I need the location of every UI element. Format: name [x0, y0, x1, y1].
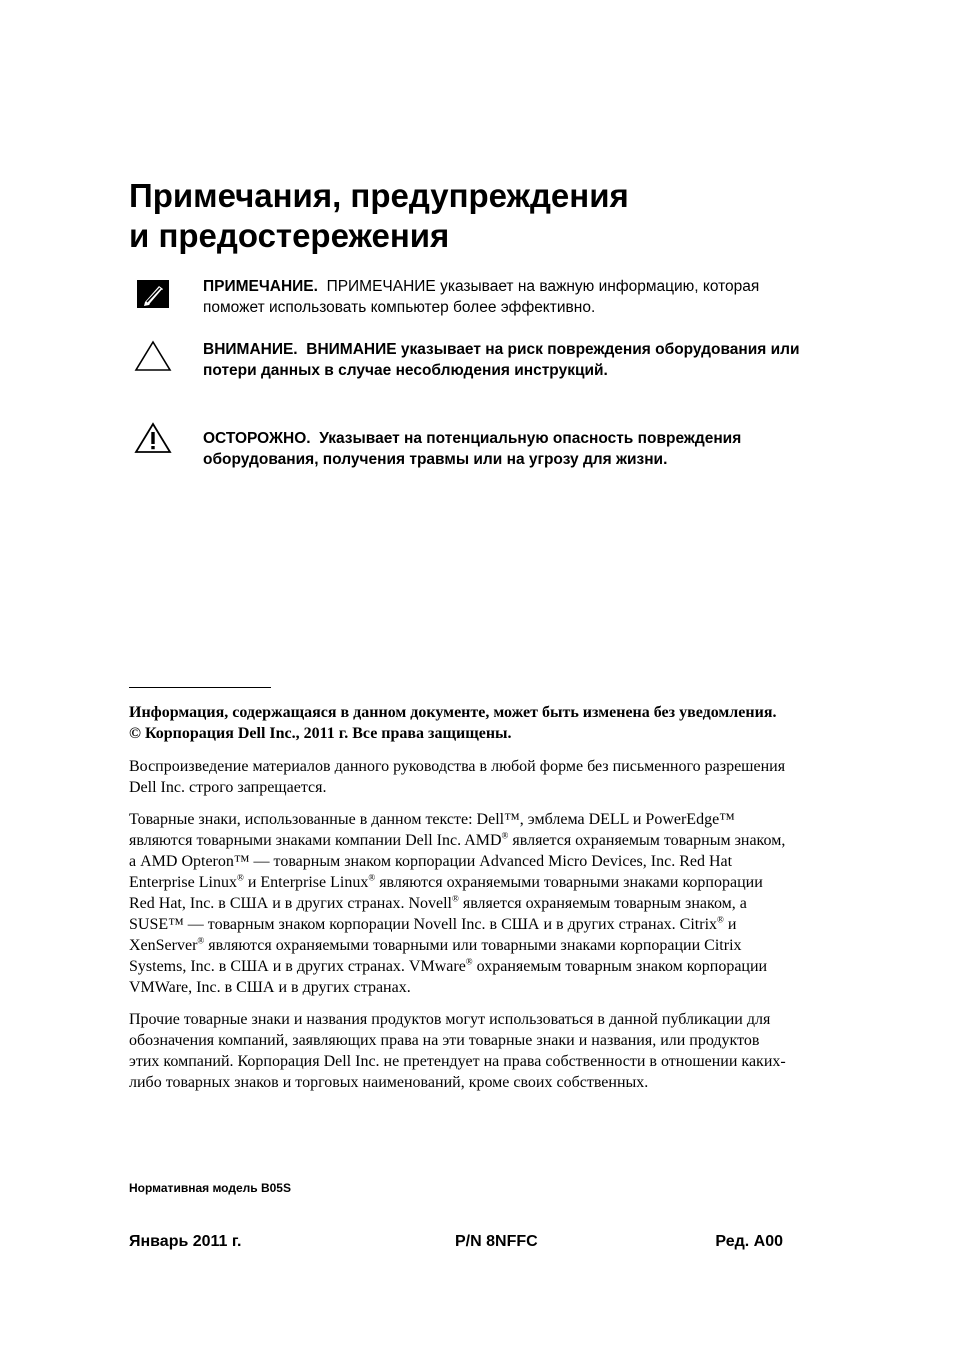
warning-body: Указывает на потенциальную опасность повреждения оборудования, получения травмы или на угрозу для жизни. [203, 430, 742, 468]
trademarks-part-3: и Enterprise Linux [243, 874, 369, 891]
trademarks-part-5: является охраняемым товарным знаком, а SUSE™ — товарным знаком корпорации Novell Inc. в США и в других странах. Citrix [129, 895, 747, 933]
registered-mark: ® [368, 872, 376, 883]
note-notice [129, 276, 829, 320]
footer-date: Январь 2011 г. [129, 1233, 242, 1250]
page-title-line-1: Примечания, предупреждения [129, 177, 629, 214]
page-footer [129, 1233, 783, 1255]
registered-mark: ® [717, 914, 724, 925]
trademarks-part-4: являются охраняемыми товарными знаками корпорации Red Hat, Inc. в США и в других странах. Novell [129, 874, 763, 912]
separator-line [129, 687, 271, 688]
note-label: ПРИМЕЧАНИЕ. [203, 278, 318, 295]
regulatory-model: Нормативная модель B05S [129, 1181, 291, 1195]
warning-text [203, 428, 803, 470]
footer-part-number: P/N 8NFFC [455, 1233, 538, 1250]
trademarks-part-8: охраняемым товарным знаком корпорации VMWare, Inc. в США и в других странах. [129, 958, 768, 996]
note-text [203, 276, 803, 318]
trademarks-part-7: являются охраняемыми товарными или товарными знаками корпорации Citrix Systems, Inc. в США и в других странах. VMware [129, 937, 742, 975]
legal-notice [129, 702, 789, 1104]
copyright-text: © Корпорация Dell Inc., 2011 г. Все права защищены. [129, 725, 512, 742]
caution-notice [129, 339, 829, 405]
trademarks-part-2: является охраняемым товарным знаком, а AMD Opteron™ — товарным знаком корпорации Advanced Micro Devices, Inc. Red Hat Enterprise Linux [129, 832, 786, 891]
warning-exclamation-icon [133, 421, 173, 461]
registered-mark: ® [197, 935, 205, 946]
caution-label: ВНИМАНИЕ. [203, 341, 298, 358]
note-body: ПРИМЕЧАНИЕ указывает на важную информацию, которая поможет использовать компьютер более эффективно. [203, 278, 760, 316]
caution-text [203, 339, 803, 381]
other-trademarks-notice: Прочие товарные знаки и названия продуктов могут использоваться в данной публикации для обозначения компаний, заявляющих права на эти товарные знаки и названия, или продуктов этих компаний. Корпорация Dell Inc. не претендует на права собственности в отношении каких-либо товарных знаков и торговых наименований, кроме своих собственных. [129, 1011, 786, 1091]
trademarks-notice [129, 809, 789, 998]
registered-mark: ® [236, 872, 244, 883]
change-notice [129, 702, 789, 744]
footer-revision: Ред. A00 [715, 1233, 783, 1250]
reproduction-notice: Воспроизведение материалов данного руководства в любой форме без письменного разрешения Dell Inc. строго запрещается. [129, 758, 786, 796]
trademarks-part-6: и XenServer [129, 916, 737, 954]
trademarks-part-1: Товарные знаки, использованные в данном тексте: Dell™, эмблема DELL и PowerEdge™ являются товарными знаками компании Dell Inc. AMD [129, 811, 735, 849]
caution-body: ВНИМАНИЕ указывает на риск повреждения оборудования или потери данных в случае несоблюдения инструкций. [203, 341, 800, 379]
registered-mark: ® [465, 956, 473, 967]
warning-label: ОСТОРОЖНО. [203, 430, 311, 447]
page-title-line-2: и предостережения [129, 217, 450, 254]
registered-mark: ® [501, 830, 509, 841]
registered-mark: ® [452, 893, 459, 904]
change-notice-text: Информация, содержащаяся в данном документе, может быть изменена без уведомления. [129, 704, 777, 721]
caution-triangle-icon [133, 339, 173, 379]
page-title [129, 176, 829, 256]
warning-notice [129, 421, 829, 467]
note-pencil-icon [133, 276, 173, 316]
